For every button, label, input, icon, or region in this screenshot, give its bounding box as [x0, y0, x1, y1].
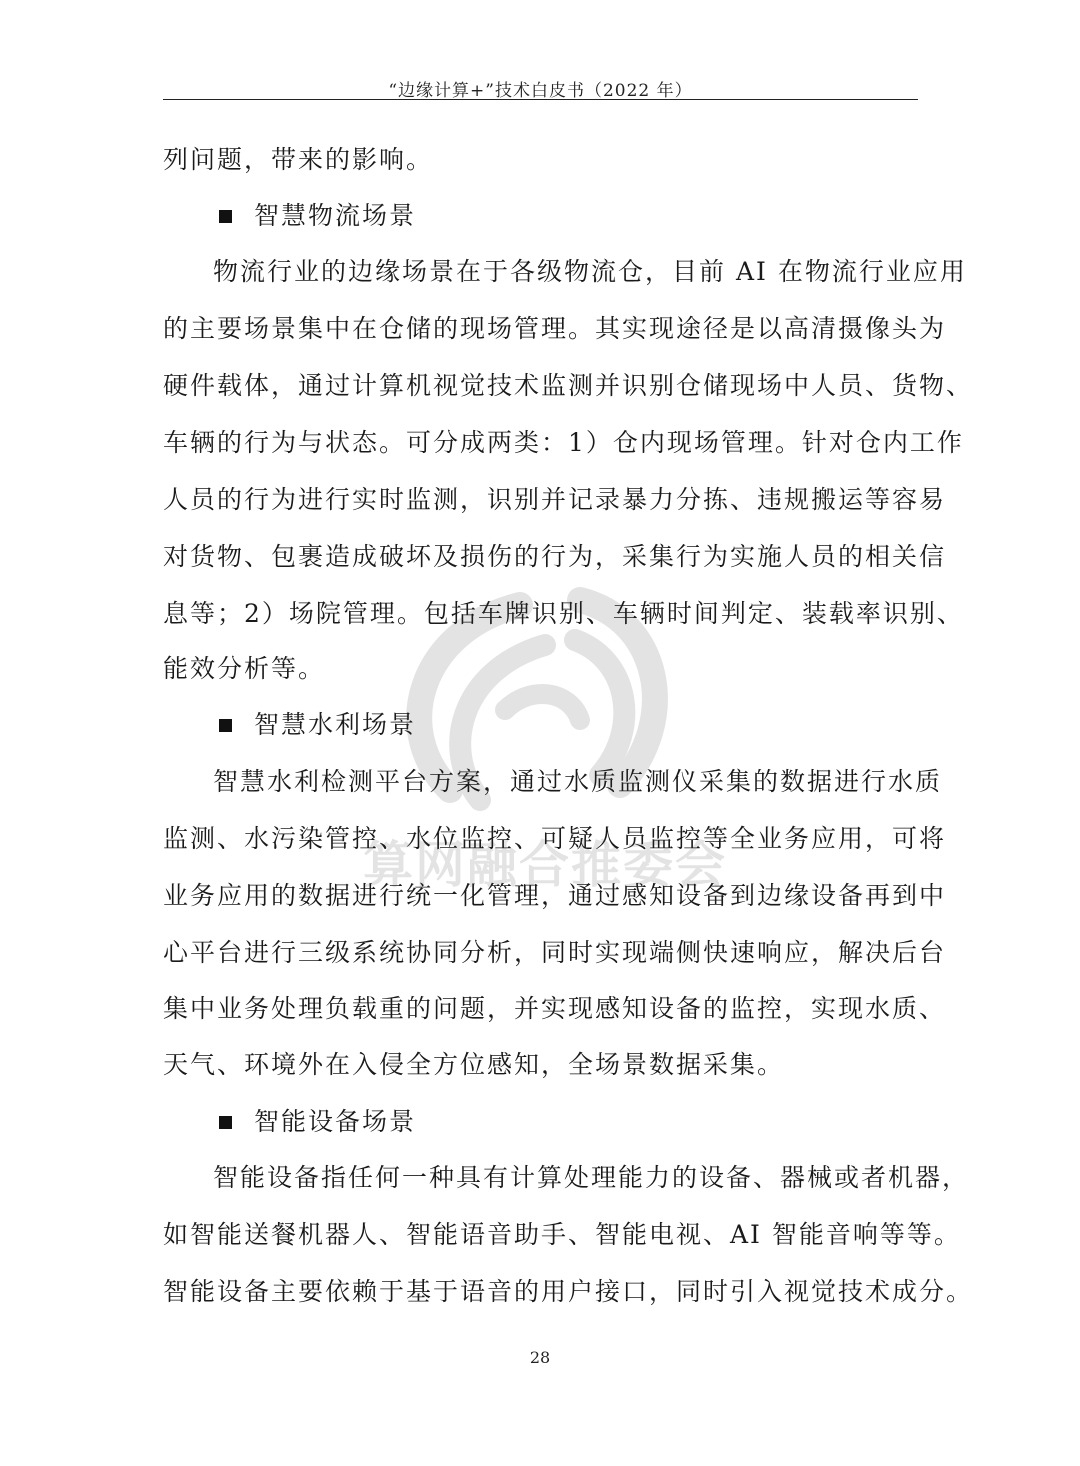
paragraph-line: 物流行业的边缘场景在于各级物流仓，目前 AI 在物流行业应用	[213, 257, 967, 286]
section-heading-devices	[219, 1106, 416, 1138]
section-heading-label: 智能设备场景	[254, 1107, 417, 1136]
paragraph-line: 人员的行为进行实时监测，识别并记录暴力分拣、违规搬运等容易	[163, 485, 947, 514]
paragraph-line: 列问题，带来的影响。	[163, 145, 434, 174]
paragraph-line: 心平台进行三级系统协同分析，同时实现端侧快速响应，解决后台	[163, 938, 947, 967]
paragraph-line: 如智能送餐机器人、智能语音助手、智能电视、AI 智能音响等等。	[163, 1220, 961, 1249]
paragraph-line: 智能设备指任何一种具有计算处理能力的设备、器械或者机器，	[213, 1163, 970, 1192]
square-bullet-icon	[219, 1116, 232, 1129]
paragraph-line: 息等；2）场院管理。包括车牌识别、车辆时间判定、装载率识别、	[163, 599, 964, 628]
paragraph-line: 车辆的行为与状态。可分成两类：1）仓内现场管理。针对仓内工作	[163, 428, 964, 457]
paragraph-line: 监测、水污染管控、水位监控、可疑人员监控等全业务应用，可将	[163, 824, 947, 853]
section-heading-label: 智慧物流场景	[254, 201, 417, 230]
paragraph-line: 硬件载体，通过计算机视觉技术监测并识别仓储现场中人员、货物、	[163, 371, 974, 400]
section-heading-water	[219, 709, 416, 741]
section-heading-label: 智慧水利场景	[254, 710, 417, 739]
running-header-title: “边缘计算+”技术白皮书（2022 年）	[388, 81, 693, 101]
watermark-text: 算网融合推委会	[363, 836, 727, 894]
paragraph-line: 智慧水利检测平台方案，通过水质监测仪采集的数据进行水质	[213, 767, 943, 796]
section-heading-logistics	[219, 200, 416, 232]
square-bullet-icon	[219, 210, 232, 223]
paragraph-line: 业务应用的数据进行统一化管理，通过感知设备到边缘设备再到中	[163, 881, 947, 910]
paragraph-line: 对货物、包裹造成破坏及损伤的行为，采集行为实施人员的相关信	[163, 542, 947, 571]
page-number: 28	[529, 1348, 551, 1367]
paragraph-line: 的主要场景集中在仓储的现场管理。其实现途径是以高清摄像头为	[163, 314, 947, 343]
paragraph-line: 能效分析等。	[163, 654, 326, 683]
paragraph-line: 天气、环境外在入侵全方位感知，全场景数据采集。	[163, 1050, 785, 1079]
square-bullet-icon	[219, 719, 232, 732]
paragraph-line: 智能设备主要依赖于基于语音的用户接口，同时引入视觉技术成分。	[163, 1277, 974, 1306]
paragraph-line: 集中业务处理负载重的问题，并实现感知设备的监控，实现水质、	[163, 994, 947, 1023]
header-rule	[163, 99, 918, 100]
